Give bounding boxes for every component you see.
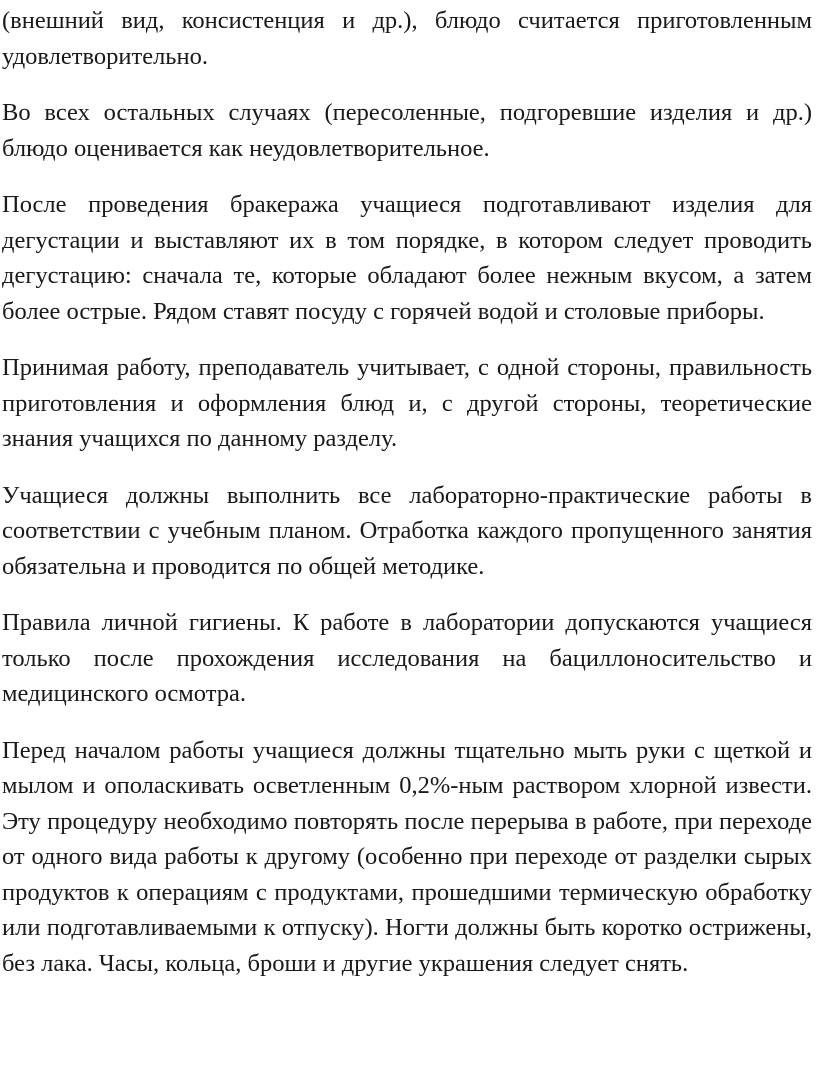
paragraph-tasting-order: После проведения бракеража учащиеся подготавливают изделия для дегустации и выставляют их в том порядке, в котором следует проводить дегустацию: сначала те, которые обладают более нежным вкусом, а затем более острые. Рядом ставят посуду с горячей водой и столовые приборы.: [2, 191, 812, 325]
paragraph-teacher-assessment: Принимая работу, преподаватель учитывает, с одной стороны, правильность приготовления и оформления блюд и, с другой стороны, теоретические знания учащихся по данному разделу.: [2, 354, 812, 452]
paragraph-dish-evaluation-continued: (внешний вид, консистенция и др.), блюдо считается приготовленным удовлетворительно.: [2, 7, 812, 70]
paragraph-lab-works-requirement: Учащиеся должны выполнить все лабораторно-практические работы в соответствии с учебным планом. Отработка каждого пропущенного занятия обязательна и проводится по общей методике.: [2, 481, 812, 580]
paragraph-personal-hygiene: Правила личной гигиены. К работе в лаборатории допускаются учащиеся только после прохождения исследования на бациллоносительство и медицинского осмотра.: [2, 609, 812, 707]
paragraph-hand-washing: Перед началом работы учащиеся должны тщательно мыть руки с щеткой и мылом и ополаскивать осветленным 0,2%-ным раствором хлорной извести. Эту процедуру необходимо повторять после перерыва в работе, при переходе от одного вида работы к другому (особенно при переходе от разделки сырых продуктов к операциям с продуктами, прошедшими термическую обработку или подготавливаемыми к отпуску). Ногти должны быть коротко острижены, без лака. Часы, кольца, броши и другие украшения следует снять.: [2, 736, 812, 977]
paragraph-unsatisfactory-cases: Во всех остальных случаях (пересоленные, подгоревшие изделия и др.) блюдо оценивается как неудовлетворительное.: [2, 99, 812, 162]
